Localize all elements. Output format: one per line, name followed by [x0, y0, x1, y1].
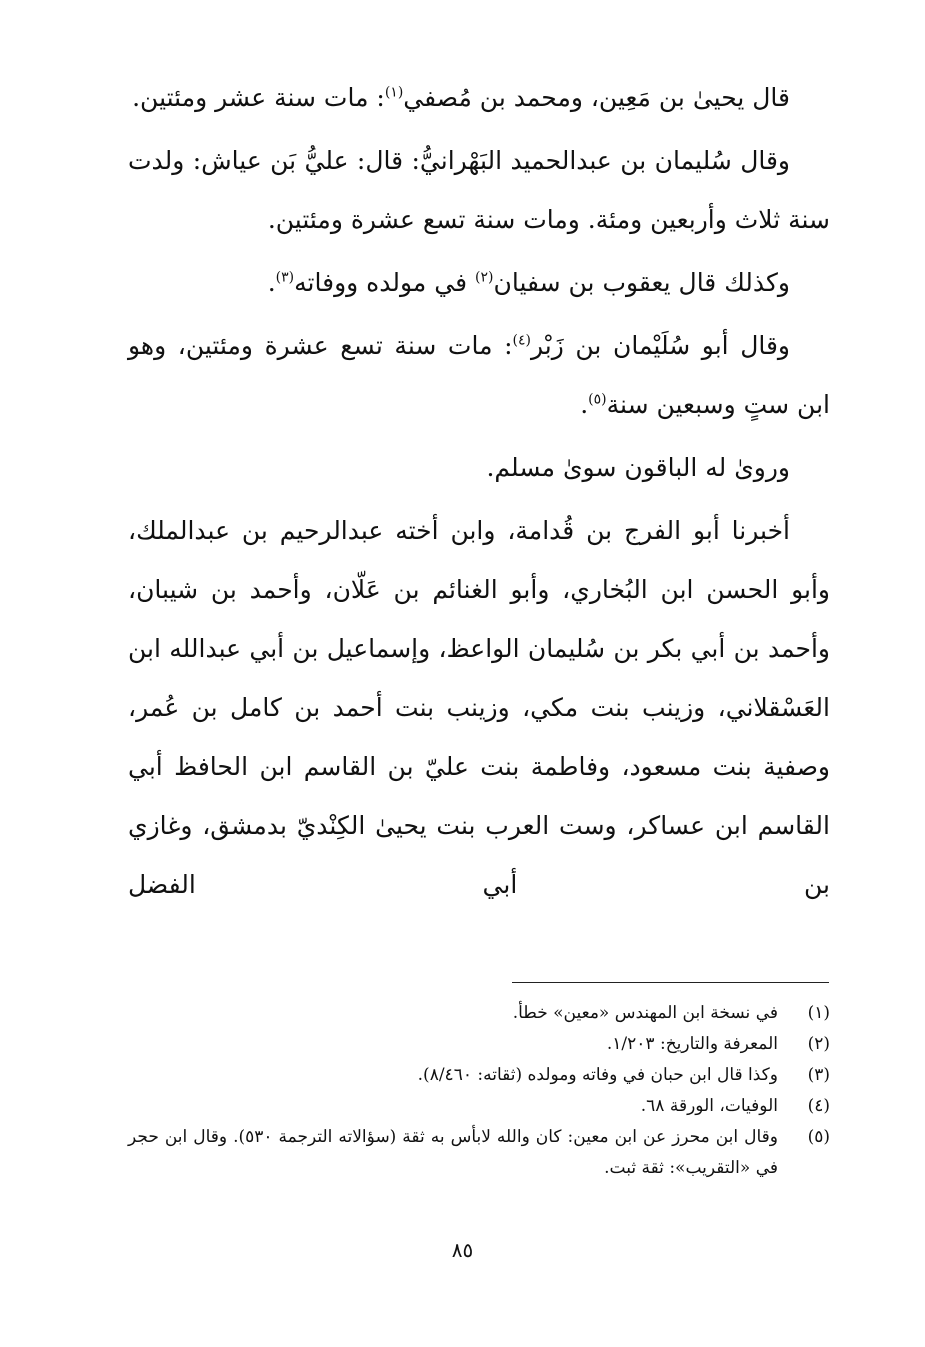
main-text — [128, 68, 830, 918]
footnote-text: وكذا قال ابن حبان في وفاته ومولده (ثقاته: ٨/٤٦٠). — [417, 1065, 778, 1085]
paragraph-3: وكذلك قال يعقوب بن سفيان$^{(٢)}$ في مولده ووفاته$^{(٣)}$. — [267, 268, 790, 297]
paragraph-1: قال يحيىٰ بن مَعِين، ومحمد بن مُصفي$^{(١)}$: مات سنة عشر ومئتين. — [132, 83, 790, 112]
footnote-text: الوفيات، الورقة ٦٨. — [640, 1096, 778, 1116]
footnote-1 — [128, 998, 830, 1029]
footnote-number: (٥) — [807, 1127, 830, 1147]
footnote-number: (٢) — [807, 1034, 830, 1054]
footnote-ref-5: (٥) — [588, 391, 607, 408]
footnote-number: (٣) — [807, 1065, 830, 1085]
footnote-text: المعرفة والتاريخ: ١/٢٠٣. — [606, 1034, 778, 1054]
paragraph-5: ورویٰ له الباقون سوىٰ مسلم. — [486, 453, 790, 482]
footnote-ref-3: (٣) — [275, 269, 295, 286]
paragraph-2: وقال سُليمان بن عبدالحميد البَهْرانيُّ: قال: عليُّ بَن عياش: ولدت سنة ثلاث وأربعين ومئة. ومات سنة تسع عشرة ومئتين. — [128, 146, 830, 234]
footnote-number: (١) — [807, 1003, 830, 1023]
footnote-3 — [128, 1060, 830, 1091]
footnote-2 — [128, 1029, 830, 1060]
footnote-number: (٤) — [807, 1096, 830, 1116]
footnote-ref-4: (٤) — [512, 332, 531, 349]
page-number: ٨٥ — [451, 1238, 474, 1262]
footnote-text: في نسخة ابن المهندس «معين» خطأ. — [512, 1003, 778, 1023]
footnote-text: وقال ابن محرز عن ابن معين: كان والله لابأس به ثقة (سؤالاته الترجمة ٥٣٠). وقال ابن حجر في «التقريب»: ثقة ثبت. — [128, 1127, 778, 1178]
paragraph-4: وقال أبو سُلَيْمان بن زَبْر$^{(٤)}$: مات سنة تسع عشرة ومئتين، وهو ابن ستٍ وسبعين سنة$^{(٥)}$. — [128, 331, 830, 419]
paragraph-6: أخبرنا أبو الفرج بن قُدامة، وابن أخته عبدالرحيم بن عبدالملك، وأبو الحسن ابن البُخاري، وأبو الغنائم بن عَلّان، وأحمد بن شيبان، وأحمد بن أبي بكر بن سُليمان الواعظ، وإسماعيل بن أبي عبدالله ابن العَسْقلاني، وزينب بنت مكي، وزينب بنت أحمد بن كامل بن عُمر، وصفية بنت مسعود، وفاطمة بنت عليّ بن القاسم ابن الحافظ أبي القاسم ابن عساكر، وست العرب بنت يحيىٰ الكِنْديّ بدمشق، وغازي بن أبي الفضل — [128, 516, 830, 899]
footnote-ref-2: (٢) — [475, 269, 494, 286]
footnote-4 — [128, 1091, 830, 1122]
footnotes — [128, 998, 830, 1184]
footnote-5 — [128, 1122, 830, 1184]
footnote-divider — [512, 982, 829, 983]
footnote-ref-1: (١) — [384, 84, 404, 101]
